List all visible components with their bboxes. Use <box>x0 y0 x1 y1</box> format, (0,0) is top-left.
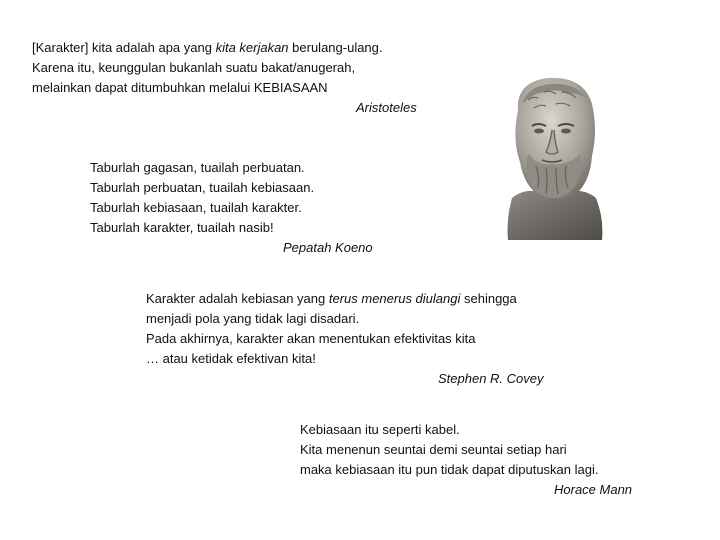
quote-line: Taburlah gagasan, tuailah perbuatan. <box>90 160 305 175</box>
quote-line: maka kebiasaan itu pun tidak dapat diputuskan lagi. <box>300 462 599 477</box>
quote-stephen-covey <box>146 289 576 389</box>
quote-author: Pepatah Koeno <box>283 240 373 255</box>
quote-line: Kebiasaan itu seperti kabel. <box>300 422 460 437</box>
quote-author: Horace Mann <box>554 482 633 497</box>
quote-line: Kita menenun seuntai demi seuntai setiap hari <box>300 442 567 457</box>
quote-line: Taburlah kebiasaan, tuailah karakter. <box>90 200 302 215</box>
quote-pepatah-koeno <box>90 158 410 258</box>
quote-line: Karakter adalah kebiasan yang terus menerus diulangi sehingga <box>146 291 517 306</box>
quote-author: Aristoteles <box>356 100 417 115</box>
aristotle-bust-image <box>498 70 610 240</box>
quote-line: Karena itu, keunggulan bukanlah suatu bakat/anugerah, <box>32 60 356 75</box>
quote-line: Taburlah perbuatan, tuailah kebiasaan. <box>90 180 315 195</box>
quote-line: melainkan dapat ditumbuhkan melalui KEBIASAAN <box>32 80 328 95</box>
quote-line: Pada akhirnya, karakter akan menentukan efektivitas kita <box>146 331 476 346</box>
quote-line: menjadi pola yang tidak lagi disadari. <box>146 311 360 326</box>
quote-line: … atau ketidak efektivan kita! <box>146 351 316 366</box>
quote-line: Taburlah karakter, tuailah nasib! <box>90 220 274 235</box>
quote-horace-mann <box>300 420 660 500</box>
quote-author: Stephen R. Covey <box>438 371 544 386</box>
quote-line: [Karakter] kita adalah apa yang kita kerjakan berulang-ulang. <box>32 40 383 55</box>
quote-aristoteles <box>32 38 462 118</box>
